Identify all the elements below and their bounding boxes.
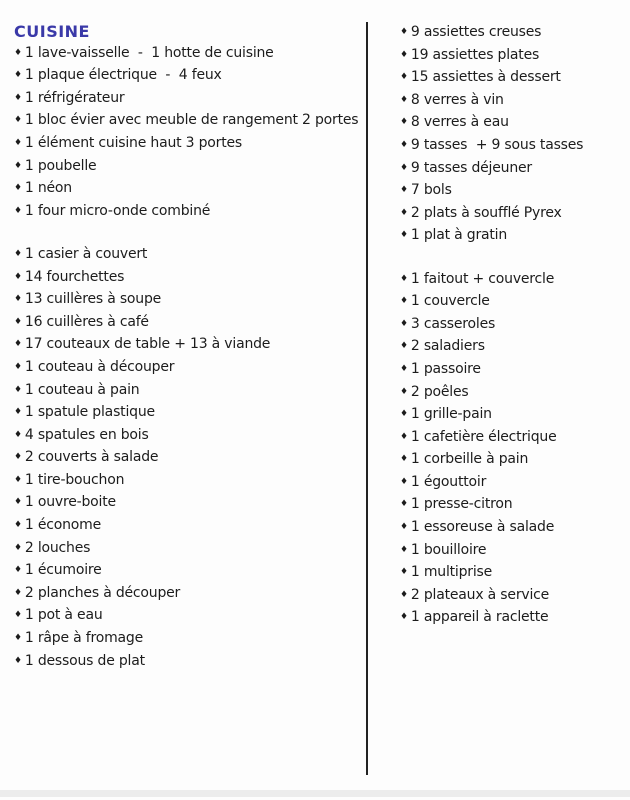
item-text: 1 couteau à découper <box>24 358 175 375</box>
list-item <box>14 88 366 111</box>
diamond-bullet-icon: ♦ <box>400 409 408 420</box>
diamond-bullet-icon: ♦ <box>400 567 408 578</box>
item-text: 19 assiettes plates <box>410 46 540 63</box>
item-text: 1 lave-vaisselle - 1 hotte de cuisine <box>24 44 274 61</box>
item-text: 1 râpe à fromage <box>24 630 144 647</box>
diamond-bullet-icon: ♦ <box>14 407 22 418</box>
list-item <box>400 90 620 113</box>
item-text: 1 poubelle <box>24 157 97 174</box>
list-item <box>400 359 620 382</box>
diamond-bullet-icon: ♦ <box>14 384 22 395</box>
item-text: 1 casier à couvert <box>24 245 148 262</box>
diamond-bullet-icon: ♦ <box>400 386 408 397</box>
diamond-bullet-icon: ♦ <box>14 429 22 440</box>
item-text: 16 cuillères à café <box>24 313 149 330</box>
item-text: 2 plateaux à service <box>410 586 550 603</box>
item-text: 1 élément cuisine haut 3 portes <box>24 134 243 151</box>
list-item <box>14 515 366 538</box>
left-column-list <box>14 43 366 674</box>
item-text: 1 dessous de plat <box>24 652 145 669</box>
list-item <box>400 45 620 68</box>
item-text: 9 tasses déjeuner <box>410 159 532 176</box>
item-text: 2 poêles <box>410 383 469 400</box>
list-item <box>14 43 366 66</box>
item-text: 2 plats à soufflé Pyrex <box>410 204 562 221</box>
list-item <box>14 244 366 267</box>
diamond-bullet-icon: ♦ <box>14 520 22 531</box>
list-item <box>14 447 366 470</box>
item-text: 1 plaque électrique - 4 feux <box>24 67 222 84</box>
item-text: 9 assiettes creuses <box>410 24 542 40</box>
left-column <box>14 22 366 673</box>
item-text: 1 passoire <box>410 360 481 377</box>
diamond-bullet-icon: ♦ <box>14 339 22 350</box>
diamond-bullet-icon: ♦ <box>400 341 408 352</box>
item-text: 9 tasses + 9 sous tasses <box>410 136 584 153</box>
item-text: 13 cuillères à soupe <box>24 291 162 308</box>
list-item <box>400 449 620 472</box>
item-text: 1 cafetière électrique <box>410 428 557 445</box>
item-text: 2 saladiers <box>410 338 485 355</box>
list-item <box>400 203 620 226</box>
list-item <box>400 135 620 158</box>
diamond-bullet-icon: ♦ <box>14 474 22 485</box>
list-item <box>14 178 366 201</box>
diamond-bullet-icon: ♦ <box>400 117 408 128</box>
item-text: 1 essoreuse à salade <box>410 519 555 536</box>
item-text: 1 couteau à pain <box>24 381 140 398</box>
list-item <box>400 494 620 517</box>
diamond-bullet-icon: ♦ <box>400 49 408 60</box>
list-item <box>14 583 366 606</box>
item-text: 1 ouvre-boite <box>24 494 116 511</box>
list-item <box>14 267 366 290</box>
diamond-bullet-icon: ♦ <box>14 115 22 126</box>
item-text: 1 pot à eau <box>24 607 103 624</box>
scan-edge-artifact <box>0 790 630 797</box>
item-text: 7 bols <box>410 182 452 199</box>
list-item <box>400 540 620 563</box>
item-group <box>14 43 366 224</box>
diamond-bullet-icon: ♦ <box>14 633 22 644</box>
diamond-bullet-icon: ♦ <box>14 47 22 58</box>
list-item <box>400 382 620 405</box>
list-item <box>400 585 620 608</box>
diamond-bullet-icon: ♦ <box>14 205 22 216</box>
list-item <box>14 334 366 357</box>
diamond-bullet-icon: ♦ <box>14 316 22 327</box>
diamond-bullet-icon: ♦ <box>400 296 408 307</box>
list-item <box>14 470 366 493</box>
item-text: 4 spatules en bois <box>24 426 149 443</box>
diamond-bullet-icon: ♦ <box>14 271 22 282</box>
item-text: 1 couvercle <box>410 293 490 310</box>
item-text: 8 verres à vin <box>410 91 504 108</box>
diamond-bullet-icon: ♦ <box>14 542 22 553</box>
column-divider-line <box>366 22 368 775</box>
item-group <box>14 244 366 673</box>
list-item <box>14 628 366 651</box>
item-text: 1 multiprise <box>410 564 493 581</box>
diamond-bullet-icon: ♦ <box>14 294 22 305</box>
item-text: 1 spatule plastique <box>24 404 155 421</box>
list-item <box>14 538 366 561</box>
item-group <box>400 22 620 248</box>
diamond-bullet-icon: ♦ <box>400 230 408 241</box>
diamond-bullet-icon: ♦ <box>14 497 22 508</box>
diamond-bullet-icon: ♦ <box>14 361 22 372</box>
list-item <box>14 560 366 583</box>
diamond-bullet-icon: ♦ <box>400 162 408 173</box>
right-column-list <box>400 22 620 630</box>
item-text: 2 planches à découper <box>24 584 181 601</box>
diamond-bullet-icon: ♦ <box>400 318 408 329</box>
diamond-bullet-icon: ♦ <box>14 655 22 666</box>
item-text: 2 louches <box>24 539 91 556</box>
diamond-bullet-icon: ♦ <box>400 612 408 623</box>
diamond-bullet-icon: ♦ <box>400 185 408 196</box>
diamond-bullet-icon: ♦ <box>14 160 22 171</box>
diamond-bullet-icon: ♦ <box>400 431 408 442</box>
list-item <box>400 562 620 585</box>
list-item <box>14 605 366 628</box>
item-text: 1 faitout + couvercle <box>410 270 555 287</box>
diamond-bullet-icon: ♦ <box>400 589 408 600</box>
item-text: 1 plat à gratin <box>410 227 508 244</box>
item-text: 1 bouilloire <box>410 541 487 558</box>
list-item <box>14 312 366 335</box>
diamond-bullet-icon: ♦ <box>400 27 408 37</box>
item-text: 14 fourchettes <box>24 268 125 285</box>
diamond-bullet-icon: ♦ <box>400 273 408 284</box>
list-item <box>400 22 620 45</box>
diamond-bullet-icon: ♦ <box>400 363 408 374</box>
list-item <box>400 472 620 495</box>
list-item <box>14 651 366 674</box>
list-item <box>400 269 620 292</box>
list-item <box>400 427 620 450</box>
list-item <box>400 158 620 181</box>
item-text: 1 corbeille à pain <box>410 451 529 468</box>
item-text: 1 four micro-onde combiné <box>24 202 211 219</box>
list-item <box>400 67 620 90</box>
diamond-bullet-icon: ♦ <box>400 499 408 510</box>
diamond-bullet-icon: ♦ <box>400 207 408 218</box>
diamond-bullet-icon: ♦ <box>400 454 408 465</box>
item-text: 1 égouttoir <box>410 473 487 490</box>
item-text: 1 écumoire <box>24 562 102 579</box>
list-item <box>400 336 620 359</box>
diamond-bullet-icon: ♦ <box>14 92 22 103</box>
item-text: 2 couverts à salade <box>24 449 159 466</box>
diamond-bullet-icon: ♦ <box>400 72 408 83</box>
diamond-bullet-icon: ♦ <box>400 544 408 555</box>
diamond-bullet-icon: ♦ <box>400 94 408 105</box>
item-text: 1 appareil à raclette <box>410 609 549 626</box>
list-item <box>14 65 366 88</box>
list-item <box>14 357 366 380</box>
list-item <box>400 314 620 337</box>
list-item <box>14 156 366 179</box>
item-text: 8 verres à eau <box>410 114 509 131</box>
list-item <box>14 492 366 515</box>
list-item <box>400 404 620 427</box>
list-item <box>14 380 366 403</box>
item-group <box>400 269 620 631</box>
item-text: 1 réfrigérateur <box>24 89 125 106</box>
diamond-bullet-icon: ♦ <box>14 452 22 463</box>
diamond-bullet-icon: ♦ <box>14 565 22 576</box>
item-text: 1 bloc évier avec meuble de rangement 2 portes <box>24 112 359 129</box>
diamond-bullet-icon: ♦ <box>14 248 22 259</box>
item-text: 15 assiettes à dessert <box>410 69 561 86</box>
item-text: 1 tire-bouchon <box>24 471 125 488</box>
list-item <box>14 402 366 425</box>
item-text: 1 presse-citron <box>410 496 513 513</box>
list-item <box>14 289 366 312</box>
list-item <box>400 517 620 540</box>
diamond-bullet-icon: ♦ <box>400 522 408 533</box>
list-item <box>14 201 366 224</box>
list-item <box>14 425 366 448</box>
list-item <box>400 291 620 314</box>
diamond-bullet-icon: ♦ <box>14 610 22 621</box>
diamond-bullet-icon: ♦ <box>14 70 22 81</box>
diamond-bullet-icon: ♦ <box>14 137 22 148</box>
list-item <box>400 180 620 203</box>
page-title: CUISINE <box>14 22 90 41</box>
list-item <box>400 225 620 248</box>
diamond-bullet-icon: ♦ <box>14 587 22 598</box>
item-text: 1 grille-pain <box>410 406 492 423</box>
diamond-bullet-icon: ♦ <box>400 476 408 487</box>
diamond-bullet-icon: ♦ <box>14 183 22 194</box>
item-text: 1 néon <box>24 180 72 197</box>
item-text: 1 économe <box>24 517 101 534</box>
item-text: 17 couteaux de table + 13 à viande <box>24 336 271 353</box>
list-item <box>14 133 366 156</box>
list-item <box>400 112 620 135</box>
right-column <box>400 22 620 630</box>
list-item <box>14 110 366 133</box>
list-item <box>400 607 620 630</box>
item-text: 3 casseroles <box>410 315 496 332</box>
diamond-bullet-icon: ♦ <box>400 139 408 150</box>
